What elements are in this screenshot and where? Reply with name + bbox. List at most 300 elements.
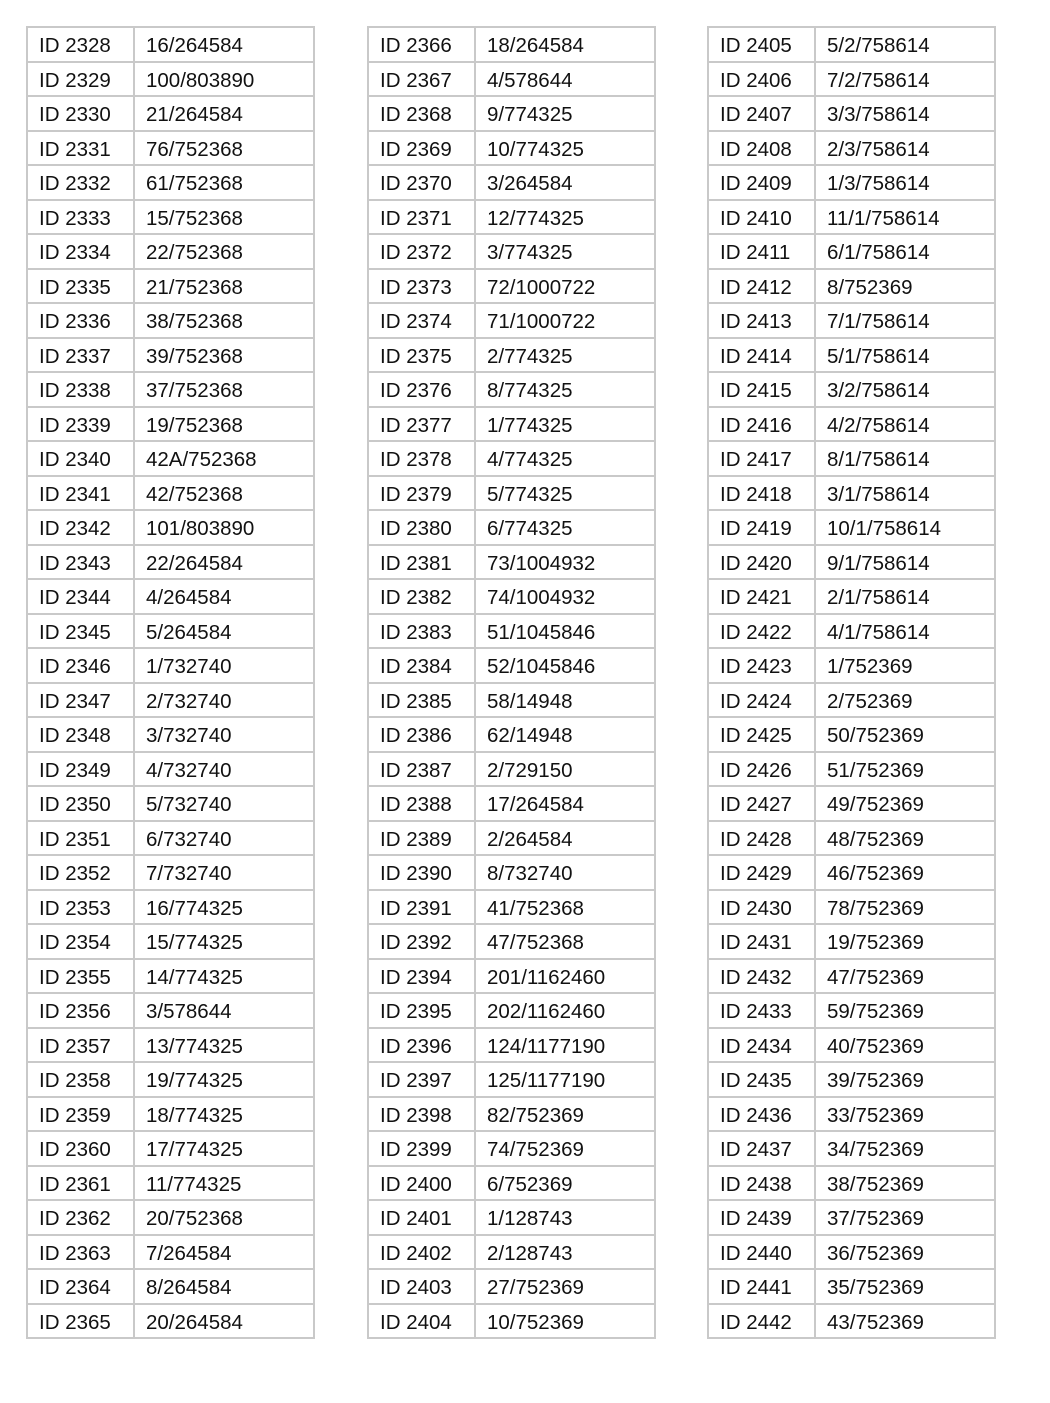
id-cell: ID 2355 (27, 959, 134, 994)
reference-cell: 1/774325 (475, 407, 655, 442)
id-cell: ID 2413 (708, 303, 815, 338)
table-row (368, 1131, 655, 1166)
reference-cell: 43/752369 (815, 1304, 995, 1339)
id-cell: ID 2430 (708, 890, 815, 925)
id-cell: ID 2379 (368, 476, 475, 511)
id-cell: ID 2388 (368, 786, 475, 821)
table-row (708, 1200, 995, 1235)
table-row (368, 1200, 655, 1235)
table-row (27, 1166, 314, 1201)
table-row (368, 717, 655, 752)
table-row (27, 1304, 314, 1339)
id-cell: ID 2353 (27, 890, 134, 925)
id-cell: ID 2428 (708, 821, 815, 856)
reference-cell: 73/1004932 (475, 545, 655, 580)
id-cell: ID 2352 (27, 855, 134, 890)
reference-cell: 10/1/758614 (815, 510, 995, 545)
table-row (368, 441, 655, 476)
table-row (27, 821, 314, 856)
table-row (708, 200, 995, 235)
reference-cell: 34/752369 (815, 1131, 995, 1166)
table-row (708, 717, 995, 752)
table-row (27, 165, 314, 200)
reference-cell: 21/752368 (134, 269, 314, 304)
id-cell: ID 2392 (368, 924, 475, 959)
id-cell: ID 2344 (27, 579, 134, 614)
reference-cell: 74/752369 (475, 1131, 655, 1166)
table-row (708, 1304, 995, 1339)
id-cell: ID 2335 (27, 269, 134, 304)
table-row (708, 27, 995, 62)
table-row (708, 959, 995, 994)
id-cell: ID 2362 (27, 1200, 134, 1235)
table-row (27, 303, 314, 338)
id-cell: ID 2363 (27, 1235, 134, 1270)
table-row (368, 924, 655, 959)
id-cell: ID 2349 (27, 752, 134, 787)
reference-cell: 8/264584 (134, 1269, 314, 1304)
id-cell: ID 2378 (368, 441, 475, 476)
table-row (27, 545, 314, 580)
reference-cell: 4/578644 (475, 62, 655, 97)
table-row (368, 200, 655, 235)
reference-cell: 49/752369 (815, 786, 995, 821)
reference-cell: 3/1/758614 (815, 476, 995, 511)
id-cell: ID 2404 (368, 1304, 475, 1339)
table-row (27, 1200, 314, 1235)
table-row (708, 752, 995, 787)
reference-cell: 71/1000722 (475, 303, 655, 338)
table-row (27, 1097, 314, 1132)
reference-cell: 39/752368 (134, 338, 314, 373)
table-row (708, 1062, 995, 1097)
table-body (368, 27, 655, 1338)
table-row (368, 407, 655, 442)
id-cell: ID 2341 (27, 476, 134, 511)
reference-cell: 41/752368 (475, 890, 655, 925)
reference-cell: 2/774325 (475, 338, 655, 373)
id-cell: ID 2391 (368, 890, 475, 925)
id-cell: ID 2358 (27, 1062, 134, 1097)
reference-cell: 42/752368 (134, 476, 314, 511)
table-row (27, 786, 314, 821)
reference-cell: 38/752369 (815, 1166, 995, 1201)
reference-cell: 52/1045846 (475, 648, 655, 683)
reference-cell: 48/752369 (815, 821, 995, 856)
table-row (27, 27, 314, 62)
table-row (27, 200, 314, 235)
table-row (368, 96, 655, 131)
reference-cell: 10/752369 (475, 1304, 655, 1339)
table-row (368, 648, 655, 683)
table-row (27, 717, 314, 752)
id-cell: ID 2429 (708, 855, 815, 890)
table-row (368, 510, 655, 545)
table-row (368, 683, 655, 718)
reference-cell: 38/752368 (134, 303, 314, 338)
id-cell: ID 2348 (27, 717, 134, 752)
reference-cell: 35/752369 (815, 1269, 995, 1304)
id-cell: ID 2375 (368, 338, 475, 373)
id-cell: ID 2436 (708, 1097, 815, 1132)
reference-cell: 2/1/758614 (815, 579, 995, 614)
table-row (368, 269, 655, 304)
id-cell: ID 2357 (27, 1028, 134, 1063)
table-row (27, 1062, 314, 1097)
reference-cell: 47/752368 (475, 924, 655, 959)
reference-cell: 76/752368 (134, 131, 314, 166)
table-row (708, 614, 995, 649)
reference-cell: 6/774325 (475, 510, 655, 545)
table-row (708, 1269, 995, 1304)
reference-cell: 14/774325 (134, 959, 314, 994)
table-row (708, 165, 995, 200)
reference-cell: 4/1/758614 (815, 614, 995, 649)
reference-cell: 125/1177190 (475, 1062, 655, 1097)
id-cell: ID 2370 (368, 165, 475, 200)
id-cell: ID 2402 (368, 1235, 475, 1270)
id-cell: ID 2354 (27, 924, 134, 959)
reference-cell: 3/2/758614 (815, 372, 995, 407)
table-body (27, 27, 314, 1338)
id-cell: ID 2329 (27, 62, 134, 97)
table-row (27, 855, 314, 890)
reference-cell: 17/774325 (134, 1131, 314, 1166)
table-row (708, 1166, 995, 1201)
reference-cell: 3/774325 (475, 234, 655, 269)
reference-cell: 3/732740 (134, 717, 314, 752)
table-row (708, 993, 995, 1028)
reference-cell: 62/14948 (475, 717, 655, 752)
id-cell: ID 2417 (708, 441, 815, 476)
id-cell: ID 2345 (27, 614, 134, 649)
id-cell: ID 2359 (27, 1097, 134, 1132)
reference-cell: 19/752368 (134, 407, 314, 442)
id-cell: ID 2425 (708, 717, 815, 752)
reference-cell: 11/1/758614 (815, 200, 995, 235)
reference-cell: 18/264584 (475, 27, 655, 62)
reference-cell: 2/3/758614 (815, 131, 995, 166)
reference-cell: 19/774325 (134, 1062, 314, 1097)
reference-cell: 2/128743 (475, 1235, 655, 1270)
id-cell: ID 2411 (708, 234, 815, 269)
id-cell: ID 2350 (27, 786, 134, 821)
id-cell: ID 2406 (708, 62, 815, 97)
id-cell: ID 2403 (368, 1269, 475, 1304)
reference-cell: 22/752368 (134, 234, 314, 269)
table-row (27, 579, 314, 614)
reference-cell: 20/264584 (134, 1304, 314, 1339)
id-cell: ID 2365 (27, 1304, 134, 1339)
table-row (368, 1028, 655, 1063)
table-row (27, 1131, 314, 1166)
id-cell: ID 2399 (368, 1131, 475, 1166)
id-cell: ID 2439 (708, 1200, 815, 1235)
reference-cell: 33/752369 (815, 1097, 995, 1132)
id-cell: ID 2331 (27, 131, 134, 166)
id-cell: ID 2380 (368, 510, 475, 545)
id-cell: ID 2366 (368, 27, 475, 62)
id-cell: ID 2418 (708, 476, 815, 511)
reference-cell: 13/774325 (134, 1028, 314, 1063)
reference-cell: 51/752369 (815, 752, 995, 787)
table-row (708, 62, 995, 97)
reference-cell: 11/774325 (134, 1166, 314, 1201)
reference-cell: 16/264584 (134, 27, 314, 62)
id-cell: ID 2381 (368, 545, 475, 580)
reference-cell: 2/752369 (815, 683, 995, 718)
table-row (27, 614, 314, 649)
table-row (708, 303, 995, 338)
reference-cell: 37/752369 (815, 1200, 995, 1235)
id-cell: ID 2374 (368, 303, 475, 338)
id-cell: ID 2336 (27, 303, 134, 338)
reference-cell: 7/264584 (134, 1235, 314, 1270)
id-cell: ID 2369 (368, 131, 475, 166)
reference-cell: 100/803890 (134, 62, 314, 97)
reference-cell: 124/1177190 (475, 1028, 655, 1063)
table-row (27, 510, 314, 545)
table-row (27, 96, 314, 131)
table-row (27, 1028, 314, 1063)
reference-cell: 5/264584 (134, 614, 314, 649)
table-row (27, 1269, 314, 1304)
table-row (708, 683, 995, 718)
table-row (708, 96, 995, 131)
table-row (27, 752, 314, 787)
table-row (27, 959, 314, 994)
table-row (368, 1062, 655, 1097)
table-row (708, 545, 995, 580)
id-cell: ID 2414 (708, 338, 815, 373)
id-cell: ID 2387 (368, 752, 475, 787)
id-cell: ID 2419 (708, 510, 815, 545)
table-row (368, 234, 655, 269)
reference-cell: 4/732740 (134, 752, 314, 787)
id-cell: ID 2442 (708, 1304, 815, 1339)
id-cell: ID 2397 (368, 1062, 475, 1097)
reference-cell: 4/774325 (475, 441, 655, 476)
reference-cell: 17/264584 (475, 786, 655, 821)
table-row (368, 993, 655, 1028)
table-row (27, 407, 314, 442)
id-table-column-3 (707, 26, 996, 1339)
id-cell: ID 2426 (708, 752, 815, 787)
table-row (368, 476, 655, 511)
table-row (708, 579, 995, 614)
table-row (368, 165, 655, 200)
reference-cell: 74/1004932 (475, 579, 655, 614)
id-cell: ID 2347 (27, 683, 134, 718)
table-row (708, 372, 995, 407)
table-row (368, 890, 655, 925)
table-row (368, 545, 655, 580)
reference-cell: 72/1000722 (475, 269, 655, 304)
id-cell: ID 2420 (708, 545, 815, 580)
id-cell: ID 2385 (368, 683, 475, 718)
reference-cell: 4/264584 (134, 579, 314, 614)
id-cell: ID 2422 (708, 614, 815, 649)
table-row (368, 786, 655, 821)
table-row (368, 303, 655, 338)
reference-cell: 5/1/758614 (815, 338, 995, 373)
reference-cell: 40/752369 (815, 1028, 995, 1063)
table-row (27, 441, 314, 476)
id-table-column-1 (26, 26, 315, 1339)
reference-cell: 10/774325 (475, 131, 655, 166)
id-cell: ID 2390 (368, 855, 475, 890)
table-row (368, 959, 655, 994)
table-row (27, 683, 314, 718)
table-row (368, 1304, 655, 1339)
id-cell: ID 2372 (368, 234, 475, 269)
id-table-column-2 (367, 26, 656, 1339)
id-cell: ID 2328 (27, 27, 134, 62)
table-row (708, 234, 995, 269)
id-cell: ID 2409 (708, 165, 815, 200)
reference-cell: 61/752368 (134, 165, 314, 200)
reference-cell: 37/752368 (134, 372, 314, 407)
reference-cell: 201/1162460 (475, 959, 655, 994)
reference-cell: 20/752368 (134, 1200, 314, 1235)
reference-cell: 5/732740 (134, 786, 314, 821)
table-row (708, 924, 995, 959)
reference-cell: 36/752369 (815, 1235, 995, 1270)
reference-cell: 39/752369 (815, 1062, 995, 1097)
id-cell: ID 2423 (708, 648, 815, 683)
table-row (27, 993, 314, 1028)
reference-cell: 1/732740 (134, 648, 314, 683)
id-cell: ID 2360 (27, 1131, 134, 1166)
reference-cell: 4/2/758614 (815, 407, 995, 442)
id-cell: ID 2330 (27, 96, 134, 131)
reference-cell: 50/752369 (815, 717, 995, 752)
id-cell: ID 2401 (368, 1200, 475, 1235)
reference-cell: 59/752369 (815, 993, 995, 1028)
id-cell: ID 2407 (708, 96, 815, 131)
table-row (708, 1131, 995, 1166)
reference-cell: 15/774325 (134, 924, 314, 959)
table-row (368, 614, 655, 649)
id-cell: ID 2361 (27, 1166, 134, 1201)
id-cell: ID 2408 (708, 131, 815, 166)
reference-cell: 78/752369 (815, 890, 995, 925)
id-cell: ID 2334 (27, 234, 134, 269)
id-cell: ID 2410 (708, 200, 815, 235)
table-row (708, 1028, 995, 1063)
id-cell: ID 2368 (368, 96, 475, 131)
table-row (368, 579, 655, 614)
id-cell: ID 2438 (708, 1166, 815, 1201)
id-cell: ID 2389 (368, 821, 475, 856)
table-row (27, 924, 314, 959)
id-cell: ID 2340 (27, 441, 134, 476)
table-row (27, 62, 314, 97)
id-cell: ID 2437 (708, 1131, 815, 1166)
reference-cell: 6/732740 (134, 821, 314, 856)
table-row (708, 269, 995, 304)
table-row (27, 1235, 314, 1270)
id-cell: ID 2338 (27, 372, 134, 407)
id-cell: ID 2415 (708, 372, 815, 407)
id-cell: ID 2398 (368, 1097, 475, 1132)
table-row (368, 752, 655, 787)
reference-cell: 8/774325 (475, 372, 655, 407)
reference-cell: 2/729150 (475, 752, 655, 787)
id-cell: ID 2416 (708, 407, 815, 442)
table-row (368, 1269, 655, 1304)
id-cell: ID 2441 (708, 1269, 815, 1304)
reference-cell: 16/774325 (134, 890, 314, 925)
table-row (27, 338, 314, 373)
table-row (708, 821, 995, 856)
reference-cell: 5/774325 (475, 476, 655, 511)
reference-cell: 8/1/758614 (815, 441, 995, 476)
id-cell: ID 2400 (368, 1166, 475, 1201)
id-cell: ID 2342 (27, 510, 134, 545)
id-cell: ID 2373 (368, 269, 475, 304)
table-row (708, 855, 995, 890)
table-row (708, 441, 995, 476)
table-row (27, 648, 314, 683)
reference-cell: 1/128743 (475, 1200, 655, 1235)
id-cell: ID 2332 (27, 165, 134, 200)
table-row (708, 1235, 995, 1270)
reference-cell: 19/752369 (815, 924, 995, 959)
table-row (27, 372, 314, 407)
id-cell: ID 2394 (368, 959, 475, 994)
id-cell: ID 2351 (27, 821, 134, 856)
table-row (368, 1235, 655, 1270)
id-cell: ID 2364 (27, 1269, 134, 1304)
reference-cell: 5/2/758614 (815, 27, 995, 62)
table-row (27, 890, 314, 925)
table-row (368, 62, 655, 97)
reference-cell: 202/1162460 (475, 993, 655, 1028)
reference-cell: 47/752369 (815, 959, 995, 994)
id-cell: ID 2376 (368, 372, 475, 407)
table-row (708, 890, 995, 925)
reference-cell: 3/264584 (475, 165, 655, 200)
id-cell: ID 2377 (368, 407, 475, 442)
id-cell: ID 2339 (27, 407, 134, 442)
id-cell: ID 2433 (708, 993, 815, 1028)
id-cell: ID 2421 (708, 579, 815, 614)
reference-cell: 7/732740 (134, 855, 314, 890)
reference-cell: 2/264584 (475, 821, 655, 856)
id-cell: ID 2384 (368, 648, 475, 683)
table-row (27, 131, 314, 166)
id-cell: ID 2333 (27, 200, 134, 235)
id-cell: ID 2343 (27, 545, 134, 580)
reference-cell: 58/14948 (475, 683, 655, 718)
reference-cell: 8/752369 (815, 269, 995, 304)
reference-cell: 42A/752368 (134, 441, 314, 476)
table-row (368, 131, 655, 166)
table-row (27, 269, 314, 304)
table-row (708, 648, 995, 683)
id-cell: ID 2432 (708, 959, 815, 994)
id-cell: ID 2337 (27, 338, 134, 373)
reference-cell: 22/264584 (134, 545, 314, 580)
reference-cell: 9/774325 (475, 96, 655, 131)
table-row (368, 821, 655, 856)
reference-cell: 27/752369 (475, 1269, 655, 1304)
reference-cell: 9/1/758614 (815, 545, 995, 580)
reference-cell: 7/2/758614 (815, 62, 995, 97)
table-row (368, 1097, 655, 1132)
table-row (368, 1166, 655, 1201)
